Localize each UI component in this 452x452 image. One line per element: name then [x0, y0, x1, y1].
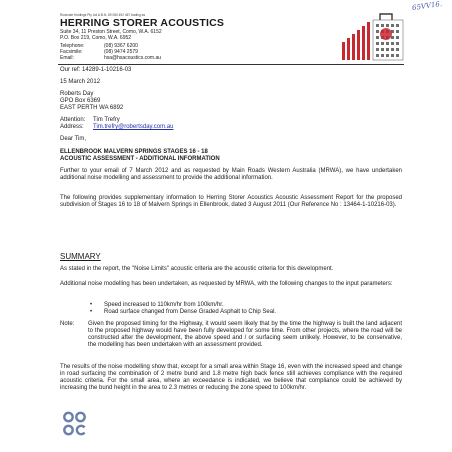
logo-circle: [380, 28, 392, 40]
recipient-line-3: EAST PERTH WA 6892: [60, 105, 124, 111]
logo-grid: [373, 20, 403, 60]
bullet-marker-1: •: [90, 302, 93, 308]
hsa-logo: [340, 12, 406, 62]
bullet-marker-2: •: [90, 309, 93, 315]
contact-telephone: Telephone: (08) 9367 6200: [60, 43, 138, 49]
bullet-item-1: Speed increased to 110km/hr from 100km/hr.: [104, 302, 224, 308]
company-name: HERRING STORER ACOUSTICS: [60, 17, 225, 29]
fine-print: Rockvale Holdings Pty Ltd A.B.N. 69 050 492 467 trading as: [60, 13, 146, 17]
letter-date: 15 March 2012: [60, 79, 101, 85]
address-line-2: P.O. Box 219, Como, W.A. 6952: [60, 35, 132, 41]
salutation: Dear Tim,: [60, 136, 87, 142]
contact-email: Email: hsa@hsacoustics.com.au: [60, 55, 162, 61]
note-label: Note:: [60, 321, 75, 327]
paragraph-2: The following provides supplementary information to Herring Storer Acoustics Acoustic Assessment Report for the proposed subdivision of Stages 16 to 18 of Malvern Springs in Ellenbrook, dated 3 August 2011 (Our Reference No : 13464-1-10216-03).: [60, 195, 402, 208]
recipient-line-2: GPO Box 6369: [60, 98, 101, 104]
aaac-logo: [62, 410, 88, 438]
recipient-email-link[interactable]: Tim.trefry@robertsday.com.au: [93, 124, 174, 130]
subject-line-2: ACOUSTIC ASSESSMENT - ADDITIONAL INFORMATION: [60, 156, 220, 162]
handwritten-note: 65VV16.: [411, 0, 443, 13]
recipient-line-1: Roberts Day: [60, 91, 94, 97]
our-reference: Our ref: 14289-1-10216-03: [60, 67, 132, 73]
paragraph-4: Additional noise modelling has been undertaken, as requested by MRWA, with the following changes to the input parameters:: [60, 281, 393, 287]
summary-heading: SUMMARY: [60, 252, 101, 261]
paragraph-1: Further to your email of 7 March 2012 and as requested by Main Roads Western Australia (MRWA), we have undertaken additional noise modelling and assessment to provide the additional information.: [60, 168, 402, 181]
logo-bars: [342, 22, 370, 60]
letterhead-rule: [58, 64, 404, 65]
address-line: Address: Tim.trefry@robertsday.com.au: [60, 124, 174, 130]
note-text: Given the proposed timing for the Highway, it would seem likely that by the time the highway is built the land adjacent to the proposed highway would have been fully developed for some time. From other projects, where the road will be constructed after the development, the above speed and / or surfacing seem unlikely. However, to be conservative, the modelling has been undertaken with an assessment provided.: [88, 321, 402, 348]
paragraph-5: The results of the noise modelling show that, except for a small area within Stage 16, even with the increased speed and change in road surfacing the combination of 2 metre bund and 1.8 metre high back fence still achieves compliance with the required acoustic criteria. For the small area, where an exceedance is indicated, we believe that compliance could be achieved by increasing the bund height in the area to 2.3 metres or reducing the zone speed to 100km/hr.: [60, 364, 402, 391]
subject-line-1: ELLENBROOK MALVERN SPRINGS STAGES 16 - 18: [60, 149, 208, 155]
contact-facsimile: Facsimile: (08) 9474 2579: [60, 49, 138, 55]
address-line-1: Suite 34, 11 Preston Street, Como, W.A. 6152: [60, 29, 162, 35]
logo-arch: [380, 14, 392, 20]
bullet-item-2: Road surface changed from Dense Graded Asphalt to Chip Seal.: [104, 309, 277, 315]
paragraph-3: As stated in the report, the "Noise Limits" acoustic criteria are the acoustic criteria for this development.: [60, 266, 334, 272]
attention-line: Attention: Tim Trefry: [60, 117, 120, 123]
